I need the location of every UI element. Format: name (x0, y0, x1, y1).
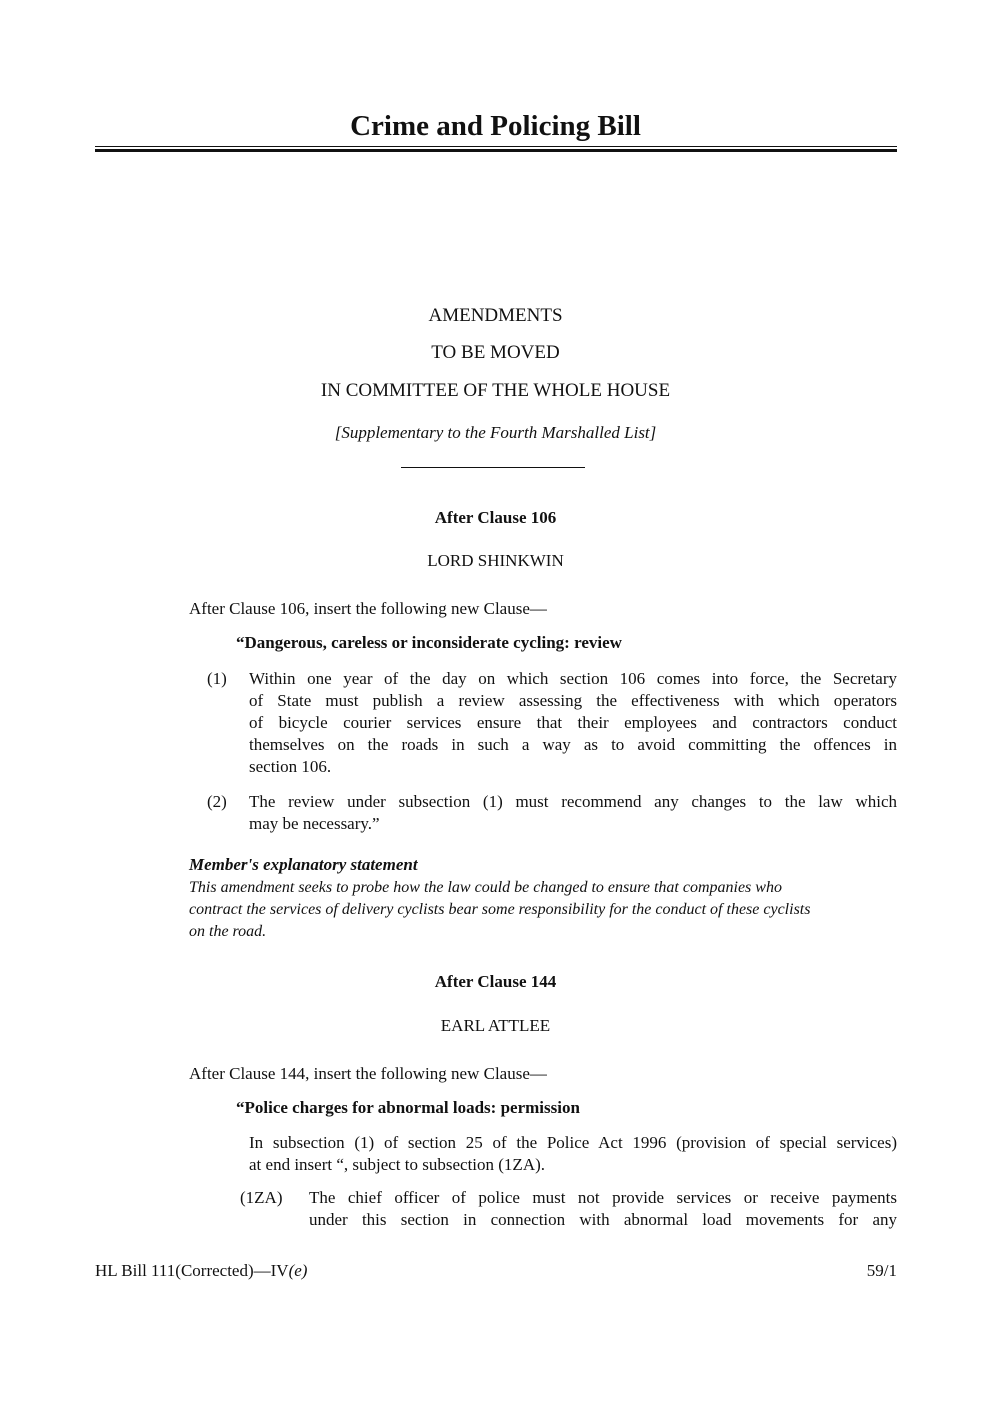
explanatory-heading: Member's explanatory statement (189, 855, 418, 874)
subsection-text: The chief officer of police must not provide services or receive payments under this section in connection with abnormal load movements for any (309, 1188, 897, 1229)
amendment-lead: After Clause 106, insert the following new Clause— (189, 599, 547, 618)
clause-intro-text: In subsection (1) of section 25 of the Police Act 1996 (provision of special services) at end insert “, subject to subsection (1ZA). (249, 1133, 897, 1174)
explanatory-text: This amendment seeks to probe how the law could be changed to ensure that companies who contract the services of delivery cyclists bear some responsibility for the conduct of these cyclists on the road. (189, 879, 811, 940)
section-divider (401, 467, 585, 468)
subsection-number: (1ZA) (240, 1188, 283, 1207)
intro-subtitle: [Supplementary to the Fourth Marshalled List] (334, 423, 657, 442)
title-rule-thick (95, 149, 897, 152)
amendment-heading: After Clause 106 (434, 508, 557, 527)
subsection-number: (2) (207, 792, 227, 811)
member-name: EARL ATTLEE (440, 1016, 551, 1035)
clause-title: “Dangerous, careless or inconsiderate cycling: review (236, 633, 622, 652)
subsection-number: (1) (207, 669, 227, 688)
subsection-text: Within one year of the day on which section 106 comes into force, the Secretary of State must publish a review assessing the effectiveness with which operators of bicycle courier services ensure that their employees and contractors conduct themselves on the roads in such a way as to avoid committing the offences in section 106. (249, 669, 897, 776)
subsection-text: The review under subsection (1) must recommend any changes to the law which may be necessary.” (249, 792, 897, 833)
amendment-lead: After Clause 144, insert the following new Clause— (189, 1064, 547, 1083)
document-title: Crime and Policing Bill (350, 110, 641, 142)
intro-to-be-moved: TO BE MOVED (431, 342, 560, 363)
amendment-heading: After Clause 144 (434, 972, 557, 991)
bill-reference: HL Bill 111(Corrected)—IV(e) (95, 1261, 308, 1280)
clause-title: “Police charges for abnormal loads: permission (236, 1098, 580, 1117)
intro-amendments: AMENDMENTS (428, 305, 563, 326)
member-name: LORD SHINKWIN (427, 551, 564, 570)
page-number: 59/1 (866, 1261, 897, 1280)
title-rule-thin (95, 146, 897, 147)
intro-committee: IN COMMITTEE OF THE WHOLE HOUSE (320, 380, 671, 401)
